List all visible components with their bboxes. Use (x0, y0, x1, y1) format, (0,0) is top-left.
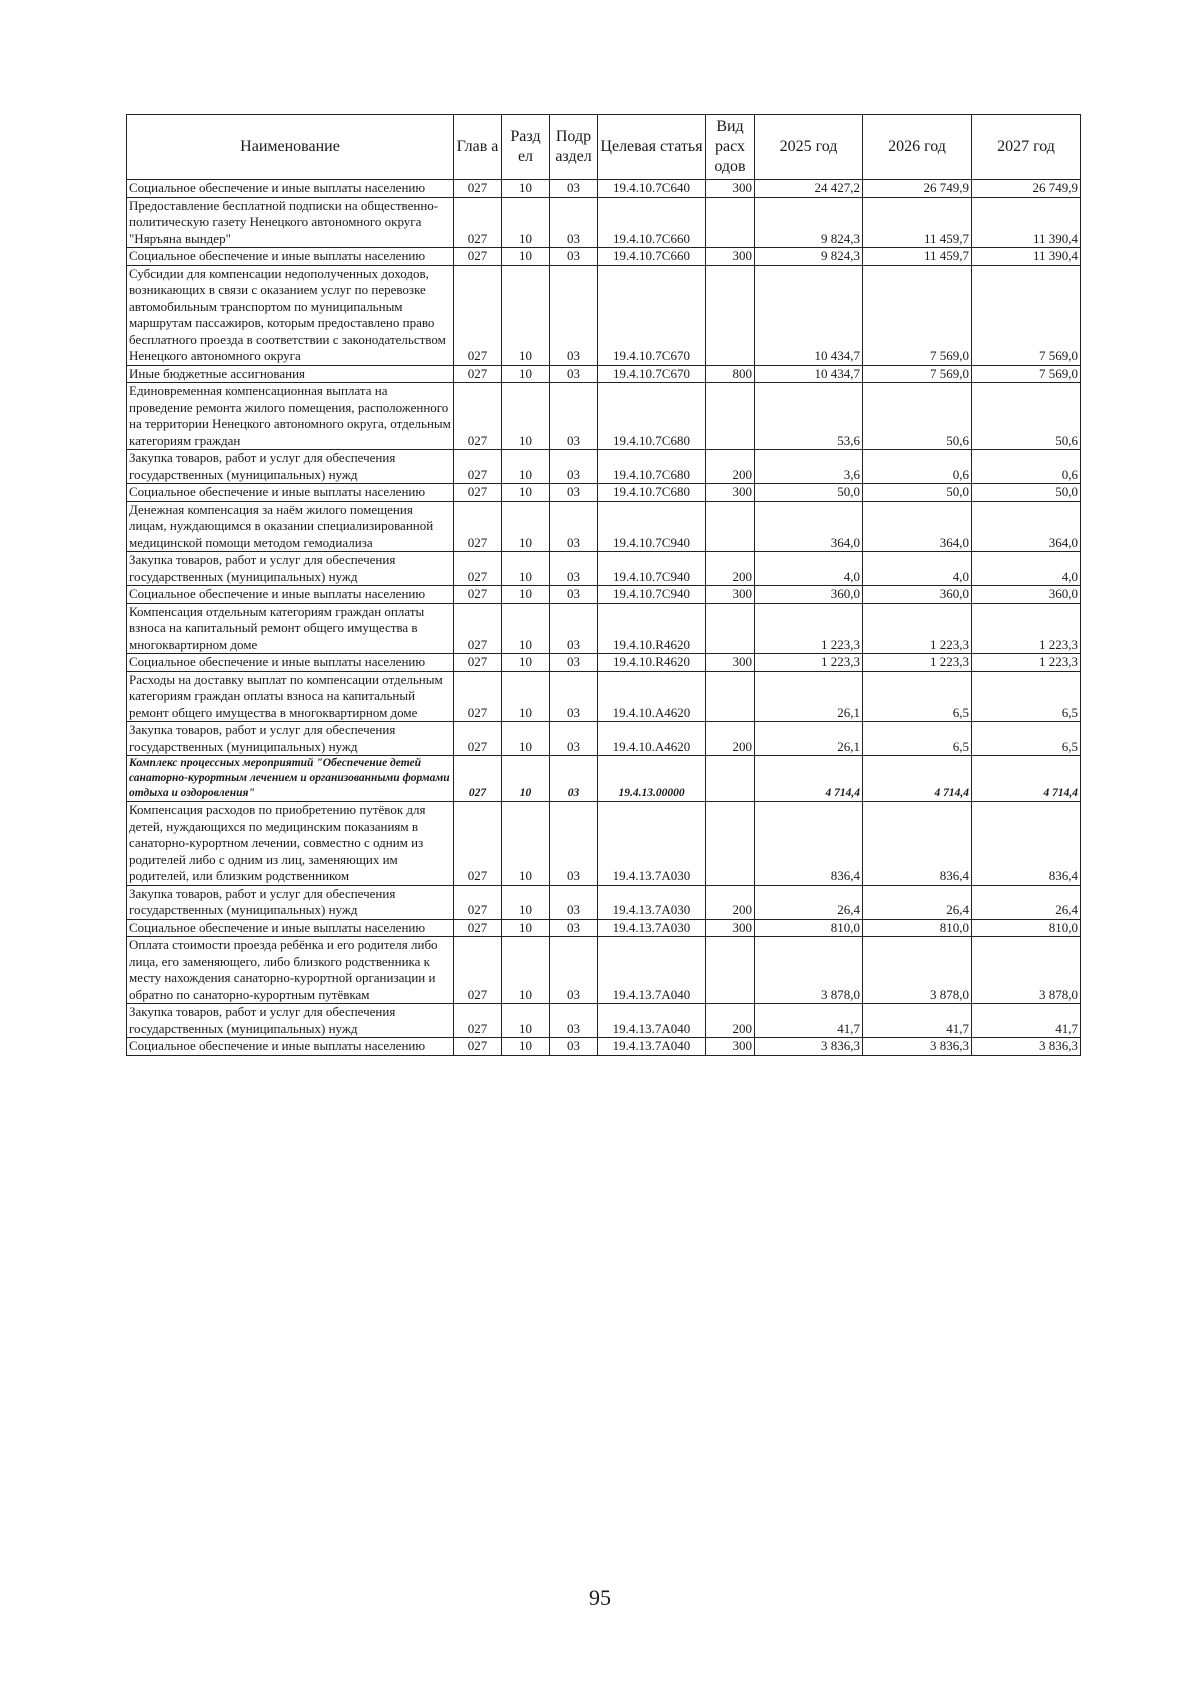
row-article: 19.4.10.7С670 (598, 365, 706, 383)
row-article: 19.4.13.7А040 (598, 1004, 706, 1038)
header-vid: Вид расх одов (706, 115, 755, 180)
row-glava: 027 (454, 1038, 502, 1056)
row-amount-2025: 9 824,3 (755, 197, 863, 248)
row-razdel: 10 (502, 603, 550, 654)
row-podrazdel: 03 (550, 484, 598, 502)
row-amount-2027: 0,6 (972, 450, 1081, 484)
table-row (127, 885, 1081, 919)
row-amount-2025: 26,4 (755, 885, 863, 919)
row-amount-2026: 7 569,0 (863, 365, 972, 383)
row-article: 19.4.10.7С940 (598, 501, 706, 552)
row-razdel: 10 (502, 383, 550, 450)
table-row (127, 586, 1081, 604)
row-name: Компенсация расходов по приобретению путёвок для детей, нуждающихся по медицинским показаниям в санаторно-курортном лечении, совместно с одним из родителей либо с одним из лиц, заменяющих им родителей, или близким родственником (127, 802, 454, 886)
row-amount-2026: 836,4 (863, 802, 972, 886)
row-article: 19.4.10.7С660 (598, 248, 706, 266)
row-name: Закупка товаров, работ и услуг для обеспечения государственных (муниципальных) нужд (127, 552, 454, 586)
row-name: Субсидии для компенсации недополученных доходов, возникающих в связи с оказанием услуг по перевозке автомобильным транспортом по муниципальным маршрутам пассажиров, которым предоставлено право бесплатного проезда в соответствии с законодательством Ненецкого автономного округа (127, 265, 454, 365)
row-amount-2027: 41,7 (972, 1004, 1081, 1038)
row-amount-2025: 1 223,3 (755, 654, 863, 672)
row-amount-2027: 3 878,0 (972, 937, 1081, 1004)
row-amount-2026: 4,0 (863, 552, 972, 586)
row-podrazdel: 03 (550, 501, 598, 552)
row-amount-2027: 360,0 (972, 586, 1081, 604)
row-vid (706, 756, 755, 802)
row-podrazdel: 03 (550, 383, 598, 450)
row-article: 19.4.10.7С680 (598, 450, 706, 484)
row-podrazdel: 03 (550, 552, 598, 586)
row-amount-2026: 0,6 (863, 450, 972, 484)
row-article: 19.4.13.7А030 (598, 802, 706, 886)
row-razdel: 10 (502, 919, 550, 937)
row-amount-2025: 810,0 (755, 919, 863, 937)
row-glava: 027 (454, 937, 502, 1004)
row-amount-2026: 50,0 (863, 484, 972, 502)
row-article: 19.4.10.7С660 (598, 197, 706, 248)
row-vid (706, 501, 755, 552)
table-row (127, 654, 1081, 672)
row-vid: 300 (706, 586, 755, 604)
row-name: Социальное обеспечение и иные выплаты населению (127, 1038, 454, 1056)
row-amount-2025: 50,0 (755, 484, 863, 502)
row-razdel: 10 (502, 671, 550, 722)
row-name: Компенсация отдельным категориям граждан оплаты взноса на капитальный ремонт общего имущества в многоквартирном доме (127, 603, 454, 654)
row-podrazdel: 03 (550, 450, 598, 484)
row-vid: 300 (706, 654, 755, 672)
row-amount-2025: 41,7 (755, 1004, 863, 1038)
row-amount-2025: 10 434,7 (755, 365, 863, 383)
row-amount-2025: 3,6 (755, 450, 863, 484)
row-razdel: 10 (502, 484, 550, 502)
row-article: 19.4.13.7А030 (598, 885, 706, 919)
table-row (127, 603, 1081, 654)
table-row (127, 1038, 1081, 1056)
row-name: Социальное обеспечение и иные выплаты населению (127, 654, 454, 672)
row-vid (706, 265, 755, 365)
row-name: Закупка товаров, работ и услуг для обеспечения государственных (муниципальных) нужд (127, 722, 454, 756)
table-row (127, 450, 1081, 484)
row-vid: 300 (706, 1038, 755, 1056)
row-article: 19.4.10.7С680 (598, 383, 706, 450)
row-name: Комплекс процессных мероприятий "Обеспечение детей санаторно-курортным лечением и организованными формами отдыха и оздоровления" (127, 756, 454, 802)
table-row (127, 1004, 1081, 1038)
row-amount-2027: 50,6 (972, 383, 1081, 450)
row-article: 19.4.13.7А030 (598, 919, 706, 937)
row-name: Закупка товаров, работ и услуг для обеспечения государственных (муниципальных) нужд (127, 885, 454, 919)
row-razdel: 10 (502, 1038, 550, 1056)
row-amount-2027: 1 223,3 (972, 654, 1081, 672)
row-amount-2026: 1 223,3 (863, 603, 972, 654)
row-glava: 027 (454, 722, 502, 756)
header-2025: 2025 год (755, 115, 863, 180)
row-amount-2027: 6,5 (972, 671, 1081, 722)
row-podrazdel: 03 (550, 586, 598, 604)
row-glava: 027 (454, 586, 502, 604)
table-row (127, 756, 1081, 802)
row-amount-2025: 26,1 (755, 671, 863, 722)
table-row (127, 722, 1081, 756)
row-name: Социальное обеспечение и иные выплаты населению (127, 919, 454, 937)
row-glava: 027 (454, 248, 502, 266)
row-amount-2025: 1 223,3 (755, 603, 863, 654)
row-amount-2027: 7 569,0 (972, 265, 1081, 365)
row-glava: 027 (454, 885, 502, 919)
row-amount-2025: 836,4 (755, 802, 863, 886)
row-article: 19.4.10.А4620 (598, 671, 706, 722)
row-amount-2026: 360,0 (863, 586, 972, 604)
row-amount-2027: 7 569,0 (972, 365, 1081, 383)
table-row (127, 197, 1081, 248)
row-amount-2026: 26,4 (863, 885, 972, 919)
row-vid (706, 197, 755, 248)
header-2026: 2026 год (863, 115, 972, 180)
row-article: 19.4.13.7А040 (598, 937, 706, 1004)
row-glava: 027 (454, 552, 502, 586)
row-amount-2026: 3 836,3 (863, 1038, 972, 1056)
table-row (127, 552, 1081, 586)
row-glava: 027 (454, 180, 502, 198)
row-glava: 027 (454, 1004, 502, 1038)
table-row (127, 484, 1081, 502)
row-amount-2026: 810,0 (863, 919, 972, 937)
row-amount-2027: 26 749,9 (972, 180, 1081, 198)
row-razdel: 10 (502, 802, 550, 886)
row-article: 19.4.10.7С940 (598, 552, 706, 586)
header-article: Целевая статья (598, 115, 706, 180)
row-glava: 027 (454, 365, 502, 383)
table-row (127, 919, 1081, 937)
row-vid: 300 (706, 180, 755, 198)
row-razdel: 10 (502, 248, 550, 266)
row-amount-2026: 50,6 (863, 383, 972, 450)
row-vid (706, 937, 755, 1004)
row-name: Социальное обеспечение и иные выплаты населению (127, 586, 454, 604)
row-amount-2025: 53,6 (755, 383, 863, 450)
table-row (127, 671, 1081, 722)
row-amount-2026: 6,5 (863, 671, 972, 722)
header-2027: 2027 год (972, 115, 1081, 180)
row-article: 19.4.10.7С640 (598, 180, 706, 198)
row-amount-2027: 4,0 (972, 552, 1081, 586)
row-vid: 200 (706, 450, 755, 484)
row-amount-2027: 11 390,4 (972, 197, 1081, 248)
row-amount-2027: 836,4 (972, 802, 1081, 886)
row-podrazdel: 03 (550, 937, 598, 1004)
row-podrazdel: 03 (550, 671, 598, 722)
table-row (127, 802, 1081, 886)
row-amount-2025: 3 836,3 (755, 1038, 863, 1056)
page-number: 95 (589, 1585, 611, 1610)
row-name: Единовременная компенсационная выплата на проведение ремонта жилого помещения, расположенного на территории Ненецкого автономного округа, отдельным категориям граждан (127, 383, 454, 450)
row-amount-2025: 9 824,3 (755, 248, 863, 266)
row-razdel: 10 (502, 265, 550, 365)
row-vid (706, 802, 755, 886)
row-vid: 300 (706, 484, 755, 502)
row-vid: 300 (706, 248, 755, 266)
row-amount-2026: 11 459,7 (863, 197, 972, 248)
row-razdel: 10 (502, 365, 550, 383)
row-amount-2026: 1 223,3 (863, 654, 972, 672)
row-podrazdel: 03 (550, 802, 598, 886)
row-glava: 027 (454, 450, 502, 484)
row-amount-2027: 364,0 (972, 501, 1081, 552)
table-row (127, 365, 1081, 383)
row-amount-2025: 360,0 (755, 586, 863, 604)
row-razdel: 10 (502, 654, 550, 672)
row-podrazdel: 03 (550, 365, 598, 383)
row-vid: 200 (706, 722, 755, 756)
row-podrazdel: 03 (550, 1004, 598, 1038)
row-razdel: 10 (502, 885, 550, 919)
row-podrazdel: 03 (550, 722, 598, 756)
row-amount-2026: 3 878,0 (863, 937, 972, 1004)
row-article: 19.4.10.7С670 (598, 265, 706, 365)
table-row (127, 265, 1081, 365)
table-row (127, 180, 1081, 198)
row-razdel: 10 (502, 756, 550, 802)
table-row (127, 383, 1081, 450)
row-podrazdel: 03 (550, 885, 598, 919)
row-amount-2025: 10 434,7 (755, 265, 863, 365)
row-vid: 200 (706, 552, 755, 586)
row-article: 19.4.13.00000 (598, 756, 706, 802)
table-header-row (127, 115, 1081, 180)
row-name: Социальное обеспечение и иные выплаты населению (127, 248, 454, 266)
row-razdel: 10 (502, 501, 550, 552)
row-amount-2026: 26 749,9 (863, 180, 972, 198)
row-amount-2027: 4 714,4 (972, 756, 1081, 802)
row-razdel: 10 (502, 722, 550, 756)
row-amount-2026: 11 459,7 (863, 248, 972, 266)
row-glava: 027 (454, 383, 502, 450)
row-amount-2025: 4,0 (755, 552, 863, 586)
header-razdel: Разд ел (502, 115, 550, 180)
row-podrazdel: 03 (550, 1038, 598, 1056)
row-vid: 300 (706, 919, 755, 937)
row-podrazdel: 03 (550, 248, 598, 266)
row-vid: 200 (706, 1004, 755, 1038)
table-row (127, 501, 1081, 552)
row-name: Закупка товаров, работ и услуг для обеспечения государственных (муниципальных) нужд (127, 1004, 454, 1038)
table-body (127, 180, 1081, 1056)
row-amount-2026: 41,7 (863, 1004, 972, 1038)
row-amount-2027: 6,5 (972, 722, 1081, 756)
table-row (127, 248, 1081, 266)
row-article: 19.4.10.R4620 (598, 603, 706, 654)
row-vid: 200 (706, 885, 755, 919)
row-razdel: 10 (502, 586, 550, 604)
row-razdel: 10 (502, 450, 550, 484)
row-article: 19.4.10.7С680 (598, 484, 706, 502)
row-glava: 027 (454, 654, 502, 672)
header-glava: Глав а (454, 115, 502, 180)
row-amount-2025: 3 878,0 (755, 937, 863, 1004)
row-article: 19.4.10.7С940 (598, 586, 706, 604)
row-glava: 027 (454, 671, 502, 722)
row-podrazdel: 03 (550, 654, 598, 672)
row-amount-2027: 1 223,3 (972, 603, 1081, 654)
row-amount-2026: 6,5 (863, 722, 972, 756)
row-article: 19.4.10.R4620 (598, 654, 706, 672)
row-vid: 800 (706, 365, 755, 383)
row-podrazdel: 03 (550, 180, 598, 198)
row-razdel: 10 (502, 552, 550, 586)
row-name: Денежная компенсация за наём жилого помещения лицам, нуждающимся в оказании специализированной медицинской помощи методом гемодиализа (127, 501, 454, 552)
row-podrazdel: 03 (550, 265, 598, 365)
row-article: 19.4.10.А4620 (598, 722, 706, 756)
row-amount-2025: 364,0 (755, 501, 863, 552)
row-glava: 027 (454, 919, 502, 937)
row-podrazdel: 03 (550, 756, 598, 802)
row-amount-2026: 7 569,0 (863, 265, 972, 365)
row-name: Оплата стоимости проезда ребёнка и его родителя либо лица, его заменяющего, либо близкого родственника к месту нахождения санаторно-курортной организации и обратно по санаторно-курортным путёвкам (127, 937, 454, 1004)
row-vid (706, 383, 755, 450)
row-glava: 027 (454, 802, 502, 886)
table-row (127, 937, 1081, 1004)
row-article: 19.4.13.7А040 (598, 1038, 706, 1056)
row-amount-2025: 4 714,4 (755, 756, 863, 802)
row-amount-2027: 26,4 (972, 885, 1081, 919)
row-vid (706, 671, 755, 722)
row-razdel: 10 (502, 1004, 550, 1038)
row-amount-2025: 26,1 (755, 722, 863, 756)
row-glava: 027 (454, 501, 502, 552)
row-glava: 027 (454, 484, 502, 502)
row-amount-2027: 50,0 (972, 484, 1081, 502)
row-podrazdel: 03 (550, 603, 598, 654)
row-name: Расходы на доставку выплат по компенсации отдельным категориям граждан оплаты взноса на капитальный ремонт общего имущества в многоквартирном доме (127, 671, 454, 722)
row-podrazdel: 03 (550, 919, 598, 937)
row-name: Социальное обеспечение и иные выплаты населению (127, 484, 454, 502)
header-name: Наименование (127, 115, 454, 180)
row-amount-2027: 11 390,4 (972, 248, 1081, 266)
row-name: Иные бюджетные ассигнования (127, 365, 454, 383)
row-podrazdel: 03 (550, 197, 598, 248)
row-amount-2027: 3 836,3 (972, 1038, 1081, 1056)
row-amount-2026: 4 714,4 (863, 756, 972, 802)
row-amount-2026: 364,0 (863, 501, 972, 552)
header-podrazdel: Подр аздел (550, 115, 598, 180)
row-glava: 027 (454, 603, 502, 654)
row-glava: 027 (454, 265, 502, 365)
row-razdel: 10 (502, 937, 550, 1004)
row-glava: 027 (454, 197, 502, 248)
row-vid (706, 603, 755, 654)
row-razdel: 10 (502, 180, 550, 198)
row-glava: 027 (454, 756, 502, 802)
row-razdel: 10 (502, 197, 550, 248)
row-name: Предоставление бесплатной подписки на общественно-политическую газету Ненецкого автономного округа "Няръяна вындер" (127, 197, 454, 248)
row-name: Закупка товаров, работ и услуг для обеспечения государственных (муниципальных) нужд (127, 450, 454, 484)
row-amount-2025: 24 427,2 (755, 180, 863, 198)
row-name: Социальное обеспечение и иные выплаты населению (127, 180, 454, 198)
budget-table (126, 114, 1081, 1056)
row-amount-2027: 810,0 (972, 919, 1081, 937)
